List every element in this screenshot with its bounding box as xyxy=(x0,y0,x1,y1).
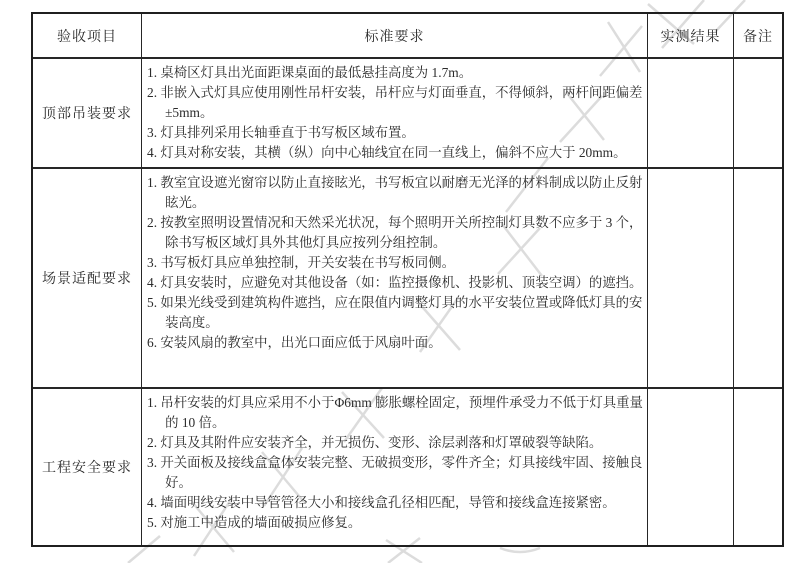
acceptance-item-cell: 场景适配要求 xyxy=(33,169,142,389)
header-remark: 备注 xyxy=(734,14,782,59)
result-cell xyxy=(648,169,734,389)
requirement-line: 4. 墙面明线安装中导管管径大小和接线盒孔径相匹配，导管和接线盒连接紧密。 xyxy=(147,495,616,510)
acceptance-item-cell: 顶部吊装要求 xyxy=(33,59,142,169)
requirements-cell xyxy=(142,169,648,389)
requirements-cell xyxy=(142,389,648,545)
acceptance-item-cell: 工程安全要求 xyxy=(33,389,142,545)
requirement-line: 1. 桌椅区灯具出光面距课桌面的最低悬挂高度为 1.7m。 xyxy=(147,65,473,80)
remark-cell xyxy=(734,389,782,545)
requirement-line: 3. 开关面板及接线盒盒体安装完整、无破损变形，零件齐全；灯具接线牢固、接触良好。 xyxy=(147,455,643,490)
remark-cell xyxy=(734,59,782,169)
remark-cell xyxy=(734,169,782,389)
requirement-line: 5. 对施工中造成的墙面破损应修复。 xyxy=(147,515,362,530)
requirement-line: 6. 安装风扇的教室中，出光口面应低于风扇叶面。 xyxy=(147,335,442,350)
requirements-cell xyxy=(142,59,648,169)
requirement-line: 2. 灯具及其附件应安装齐全，并无损伤、变形、涂层剥落和灯罩破裂等缺陷。 xyxy=(147,435,603,450)
header-acceptance-item: 验收项目 xyxy=(33,14,142,59)
header-standard-requirement: 标准要求 xyxy=(142,14,648,59)
result-cell xyxy=(648,59,734,169)
requirement-line: 4. 灯具对称安装，其横（纵）向中心轴线宜在同一直线上，偏斜不应大于 20mm。 xyxy=(147,145,627,160)
requirement-line: 1. 吊杆安装的灯具应采用不小于Φ6mm 膨胀螺栓固定，预埋件承受力不低于灯具重量的 10 倍。 xyxy=(147,395,643,430)
acceptance-table xyxy=(31,12,784,547)
requirement-line: 2. 非嵌入式灯具应使用刚性吊杆安装，吊杆应与灯面垂直，不得倾斜，两杆间距偏差±5mm。 xyxy=(147,85,643,120)
requirement-line: 5. 如果光线受到建筑构件遮挡，应在限值内调整灯具的水平安装位置或降低灯具的安装高度。 xyxy=(147,295,643,330)
requirement-line: 3. 灯具排列采用长轴垂直于书写板区域布置。 xyxy=(147,125,415,140)
requirement-line: 3. 书写板灯具应单独控制，开关安装在书写板同侧。 xyxy=(147,255,455,270)
requirement-line: 2. 按教室照明设置情况和天然采光状况，每个照明开关所控制灯具数不应多于 3 个，除书写板区域灯具外其他灯具应按列分组控制。 xyxy=(147,215,643,250)
requirement-line: 1. 教室宜设遮光窗帘以防止直接眩光，书写板宜以耐磨无光泽的材料制成以防止反射眩光。 xyxy=(147,175,643,210)
result-cell xyxy=(648,389,734,545)
header-measured-result: 实测结果 xyxy=(648,14,734,59)
requirement-line: 4. 灯具安装时，应避免对其他设备（如：监控摄像机、投影机、顶装空调）的遮挡。 xyxy=(147,275,643,290)
